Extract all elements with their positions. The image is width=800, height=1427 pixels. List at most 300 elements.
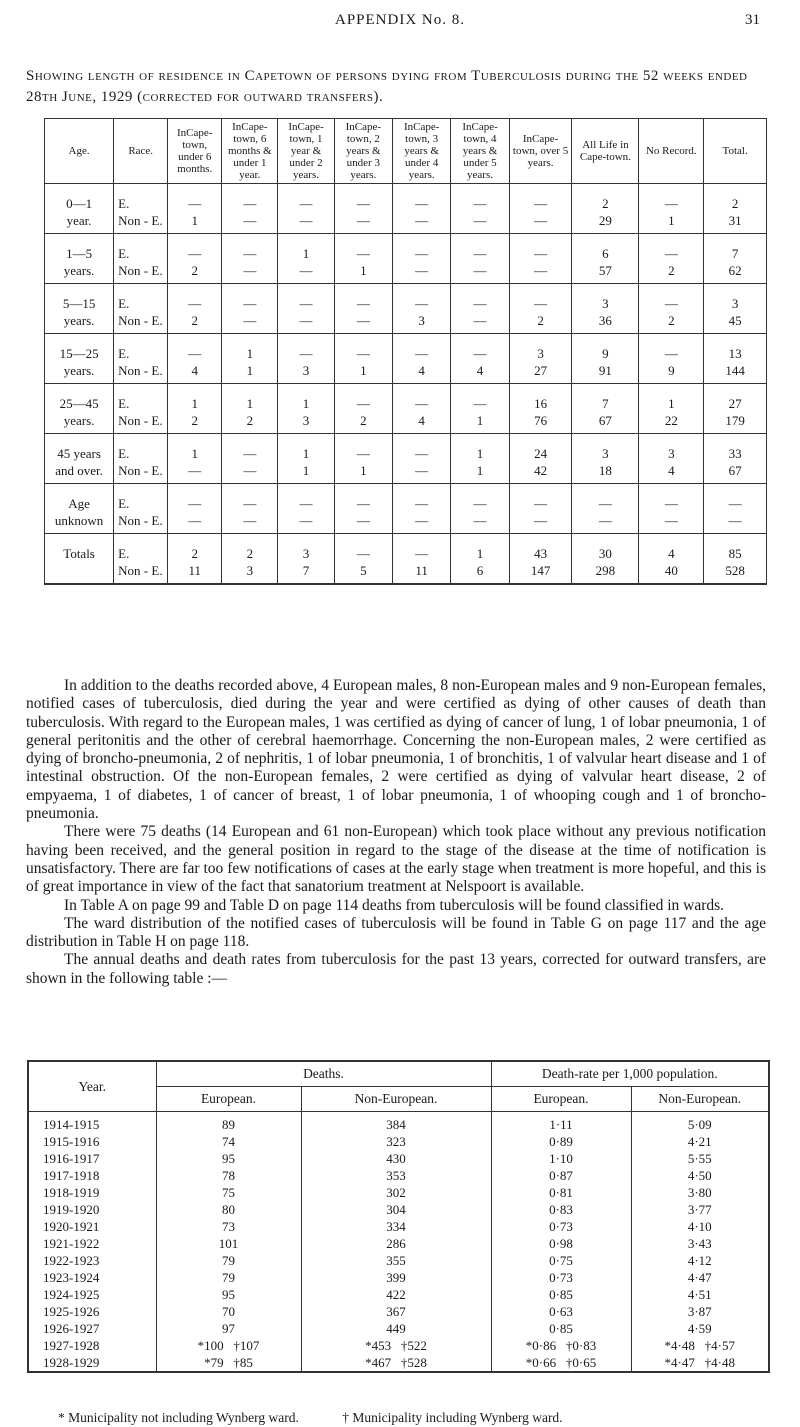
value-cell: — [509, 212, 572, 234]
value-cell: — [222, 212, 278, 234]
age-group-cell: year. [45, 212, 114, 234]
age-group-cell: 5—15 [45, 284, 114, 313]
value-cell: 27 [509, 362, 572, 384]
value-cell: 3 [393, 312, 451, 334]
table-row [45, 462, 767, 484]
column-header: InCape-town, under 6 months. [168, 119, 222, 184]
age-group-cell: Totals [45, 534, 114, 563]
value-cell: — [451, 284, 509, 313]
value-cell: 355 [301, 1252, 491, 1269]
value-cell: — [278, 312, 334, 334]
value-cell: *4·47 †4·48 [631, 1354, 769, 1372]
race-cell: E. [114, 384, 168, 413]
value-cell: — [168, 284, 222, 313]
value-cell: — [168, 462, 222, 484]
value-cell: 4 [639, 462, 704, 484]
value-cell: — [704, 512, 767, 534]
value-cell: 3·43 [631, 1235, 769, 1252]
value-cell: 7 [572, 384, 639, 413]
rate-non-european-header: Non-European. [631, 1087, 769, 1112]
value-cell: 367 [301, 1303, 491, 1320]
value-cell: 67 [572, 412, 639, 434]
value-cell: — [451, 484, 509, 513]
value-cell: 4·51 [631, 1286, 769, 1303]
value-cell: — [334, 484, 392, 513]
value-cell: 6 [451, 562, 509, 584]
value-cell: 1 [168, 212, 222, 234]
value-cell: — [222, 234, 278, 263]
value-cell: 2 [168, 412, 222, 434]
value-cell: 27 [704, 384, 767, 413]
annual-deaths-table [27, 1060, 770, 1373]
year-cell: 1914-1915 [28, 1112, 156, 1134]
rate-european-header: European. [491, 1087, 631, 1112]
value-cell: 73 [156, 1218, 301, 1235]
table-row [28, 1150, 769, 1167]
value-cell: — [168, 334, 222, 363]
table-row [45, 384, 767, 413]
value-cell: — [222, 462, 278, 484]
value-cell: — [639, 334, 704, 363]
value-cell: 95 [156, 1150, 301, 1167]
year-cell: 1919-1920 [28, 1201, 156, 1218]
column-header: InCape-town, 4 years & under 5 years. [451, 119, 509, 184]
table-row [28, 1218, 769, 1235]
value-cell: — [278, 212, 334, 234]
value-cell: 80 [156, 1201, 301, 1218]
race-cell: Non - E. [114, 562, 168, 584]
value-cell: — [451, 312, 509, 334]
value-cell: 1 [639, 384, 704, 413]
year-cell: 1916-1917 [28, 1150, 156, 1167]
value-cell: 70 [156, 1303, 301, 1320]
value-cell: — [334, 534, 392, 563]
table-row [45, 562, 767, 584]
paragraph: In Table A on page 99 and Table D on page 114 deaths from tuberculosis will be found classified in wards. [64, 896, 725, 914]
age-group-cell: Age [45, 484, 114, 513]
value-cell: 286 [301, 1235, 491, 1252]
value-cell: 24 [509, 434, 572, 463]
value-cell: — [704, 484, 767, 513]
value-cell: 29 [572, 212, 639, 234]
column-header: Total. [704, 119, 767, 184]
value-cell: 2 [334, 412, 392, 434]
value-cell: — [393, 384, 451, 413]
value-cell: — [334, 212, 392, 234]
value-cell: 22 [639, 412, 704, 434]
table-row [45, 334, 767, 363]
value-cell: 1·11 [491, 1112, 631, 1134]
age-group-cell: years. [45, 262, 114, 284]
value-cell: 13 [704, 334, 767, 363]
value-cell: 5 [334, 562, 392, 584]
race-cell: Non - E. [114, 462, 168, 484]
value-cell: 298 [572, 562, 639, 584]
year-cell: 1928-1929 [28, 1354, 156, 1372]
value-cell: — [451, 384, 509, 413]
age-group-cell: 15—25 [45, 334, 114, 363]
table-row [28, 1133, 769, 1150]
table-row [28, 1303, 769, 1320]
value-cell: 42 [509, 462, 572, 484]
value-cell: 4 [168, 362, 222, 384]
value-cell: — [222, 512, 278, 534]
age-group-cell: and over. [45, 462, 114, 484]
table-row [28, 1235, 769, 1252]
value-cell: — [451, 234, 509, 263]
value-cell: — [393, 234, 451, 263]
value-cell: 0·98 [491, 1235, 631, 1252]
table-row [28, 1286, 769, 1303]
value-cell: 1 [334, 462, 392, 484]
page-number: 31 [745, 12, 760, 28]
value-cell: 2 [509, 312, 572, 334]
age-group-cell: years. [45, 362, 114, 384]
value-cell: 179 [704, 412, 767, 434]
value-cell: — [572, 512, 639, 534]
table-row [28, 1337, 769, 1354]
value-cell: 4·21 [631, 1133, 769, 1150]
value-cell: — [278, 284, 334, 313]
value-cell: 1 [278, 434, 334, 463]
footnote-dagger: † Municipality including Wynberg ward. [342, 1410, 563, 1425]
value-cell: — [451, 212, 509, 234]
value-cell: — [334, 434, 392, 463]
value-cell: — [334, 312, 392, 334]
value-cell: — [334, 284, 392, 313]
value-cell: 323 [301, 1133, 491, 1150]
death-rate-header: Death-rate per 1,000 population. [491, 1061, 769, 1087]
year-cell: 1915-1916 [28, 1133, 156, 1150]
value-cell: — [393, 184, 451, 213]
paragraph: In addition to the deaths recorded above, 4 European males, 8 non-European males and 9 non-European females, notified cases of tuberculosis, died during the year and were certified as dying of other causes of death than tuberculosis. With regard to the European males, 1 was certified as dying of cancer of lung, 1 of lobar pneumonia, 1 of general peritonitis and the other of cerebral haemorrhage. Concerning the non-European males, 2 were certified as dying of broncho-pneumonia, 2 of nephritis, 1 of lobar pneumonia, 1 of bronchitis, 1 of valvular heart disease and 1 of intestinal obstruction. Of the non-European females, 2 were certified as dying of valvular heart disease, 2 of empyaema, 1 of diabetes, 1 of cancer of breast, 1 of lobar pneumonia, 1 of whooping cough and 1 of broncho-pneumonia. [26, 677, 766, 823]
value-cell: 0·85 [491, 1286, 631, 1303]
value-cell: 0·63 [491, 1303, 631, 1320]
table-row [28, 1201, 769, 1218]
age-group-cell: years. [45, 312, 114, 334]
residence-table-header [45, 119, 767, 184]
value-cell: 2 [168, 312, 222, 334]
value-cell: — [639, 184, 704, 213]
value-cell: 31 [704, 212, 767, 234]
column-header: InCape-town, 3 years & under 4 years. [393, 119, 451, 184]
table-row [45, 184, 767, 213]
value-cell: 45 [704, 312, 767, 334]
value-cell: 36 [572, 312, 639, 334]
value-cell: 3 [278, 534, 334, 563]
value-cell: 3 [572, 434, 639, 463]
table-row [45, 512, 767, 534]
value-cell: 0·87 [491, 1167, 631, 1184]
race-cell: E. [114, 334, 168, 363]
value-cell: 78 [156, 1167, 301, 1184]
value-cell: — [222, 434, 278, 463]
value-cell: — [451, 512, 509, 534]
year-cell: 1922-1923 [28, 1252, 156, 1269]
table-row [28, 1167, 769, 1184]
value-cell: 0·75 [491, 1252, 631, 1269]
value-cell: 2 [639, 262, 704, 284]
race-cell: Non - E. [114, 212, 168, 234]
value-cell: — [222, 284, 278, 313]
column-header: No Record. [639, 119, 704, 184]
value-cell: *4·48 †4·57 [631, 1337, 769, 1354]
value-cell: 3 [509, 334, 572, 363]
table-row [45, 312, 767, 334]
value-cell: 2 [168, 534, 222, 563]
value-cell: — [393, 434, 451, 463]
value-cell: 4 [639, 534, 704, 563]
year-cell: 1927-1928 [28, 1337, 156, 1354]
race-cell: E. [114, 184, 168, 213]
body-text [26, 677, 766, 988]
value-cell: 6 [572, 234, 639, 263]
value-cell: 43 [509, 534, 572, 563]
value-cell: 1·10 [491, 1150, 631, 1167]
value-cell: 1 [278, 462, 334, 484]
value-cell: 97 [156, 1320, 301, 1337]
value-cell: — [393, 512, 451, 534]
year-cell: 1926-1927 [28, 1320, 156, 1337]
race-cell: E. [114, 534, 168, 563]
value-cell: 528 [704, 562, 767, 584]
value-cell: — [334, 512, 392, 534]
value-cell: 144 [704, 362, 767, 384]
value-cell: — [278, 184, 334, 213]
value-cell: — [222, 184, 278, 213]
value-cell: — [639, 284, 704, 313]
table-row [28, 1112, 769, 1134]
value-cell: *453 †522 [301, 1337, 491, 1354]
value-cell: 9 [572, 334, 639, 363]
value-cell: 3 [222, 562, 278, 584]
value-cell: — [278, 262, 334, 284]
value-cell: 0·89 [491, 1133, 631, 1150]
value-cell: 304 [301, 1201, 491, 1218]
value-cell: 399 [301, 1269, 491, 1286]
value-cell: — [334, 384, 392, 413]
value-cell: 0·85 [491, 1320, 631, 1337]
table-row [28, 1320, 769, 1337]
value-cell: 67 [704, 462, 767, 484]
value-cell: 0·83 [491, 1201, 631, 1218]
value-cell: 430 [301, 1150, 491, 1167]
value-cell: 0·73 [491, 1218, 631, 1235]
value-cell: 2 [572, 184, 639, 213]
year-cell: 1921-1922 [28, 1235, 156, 1252]
value-cell: 2 [222, 412, 278, 434]
value-cell: 1 [334, 262, 392, 284]
table-row [45, 234, 767, 263]
value-cell: 3 [278, 412, 334, 434]
value-cell: — [168, 484, 222, 513]
value-cell: 2 [222, 534, 278, 563]
column-header: InCape-town, 1 year & under 2 years. [278, 119, 334, 184]
age-group-cell: 45 years [45, 434, 114, 463]
table-row [45, 484, 767, 513]
year-header: Year. [28, 1061, 156, 1112]
table-row [45, 362, 767, 384]
value-cell: 85 [704, 534, 767, 563]
value-cell: 1 [451, 534, 509, 563]
year-cell: 1917-1918 [28, 1167, 156, 1184]
column-header: Race. [114, 119, 168, 184]
value-cell: — [393, 534, 451, 563]
race-cell: E. [114, 434, 168, 463]
value-cell: — [639, 234, 704, 263]
value-cell: — [278, 512, 334, 534]
deaths-european-header: European. [156, 1087, 301, 1112]
value-cell: 7 [704, 234, 767, 263]
value-cell: — [222, 312, 278, 334]
value-cell: — [393, 212, 451, 234]
paragraph: The annual deaths and death rates from tuberculosis for the past 13 years, corrected for outward transfers, are shown in the following table :— [26, 951, 766, 987]
race-cell: Non - E. [114, 362, 168, 384]
race-cell: Non - E. [114, 512, 168, 534]
value-cell: — [639, 484, 704, 513]
table-row [28, 1354, 769, 1372]
value-cell: 4 [393, 362, 451, 384]
value-cell: — [572, 484, 639, 513]
value-cell: — [393, 334, 451, 363]
value-cell: 1 [278, 384, 334, 413]
value-cell: 89 [156, 1112, 301, 1134]
race-cell: Non - E. [114, 262, 168, 284]
value-cell: — [334, 184, 392, 213]
deaths-header: Deaths. [156, 1061, 491, 1087]
value-cell: 1 [278, 234, 334, 263]
value-cell: 2 [168, 262, 222, 284]
value-cell: 1 [222, 334, 278, 363]
value-cell: — [222, 484, 278, 513]
value-cell: 0·81 [491, 1184, 631, 1201]
value-cell: *467 †528 [301, 1354, 491, 1372]
year-cell: 1923-1924 [28, 1269, 156, 1286]
value-cell: 1 [334, 362, 392, 384]
value-cell: 30 [572, 534, 639, 563]
value-cell: 4·47 [631, 1269, 769, 1286]
age-group-cell: years. [45, 412, 114, 434]
value-cell: — [451, 262, 509, 284]
value-cell: — [509, 262, 572, 284]
value-cell: 4 [393, 412, 451, 434]
value-cell: — [278, 484, 334, 513]
race-cell: E. [114, 284, 168, 313]
value-cell: 0·73 [491, 1269, 631, 1286]
value-cell: 422 [301, 1286, 491, 1303]
table-caption: Showing length of residence in Capetown of persons dying from Tuberculosis during the 52 weeks ended 28th June, 1929 (corrected for outward transfers). [26, 68, 748, 105]
value-cell: — [393, 462, 451, 484]
race-cell: Non - E. [114, 412, 168, 434]
age-group-cell: 0—1 [45, 184, 114, 213]
value-cell: 1 [451, 462, 509, 484]
year-cell: 1925-1926 [28, 1303, 156, 1320]
value-cell: 4·10 [631, 1218, 769, 1235]
value-cell: — [509, 234, 572, 263]
value-cell: 1 [222, 362, 278, 384]
value-cell: 3 [572, 284, 639, 313]
paragraph: There were 75 deaths (14 European and 61 non-European) which took place without any previous notification having been received, and the general position in regard to the stage of the disease at the time of notification is unsatisfactory. There are far too few notifications of cases at the early stage when treatment is more hopeful, and this is of great importance in view of the fact that sanatorium treatment at Nelspoort is available. [26, 823, 766, 896]
race-cell: Non - E. [114, 312, 168, 334]
value-cell: 79 [156, 1252, 301, 1269]
value-cell: — [168, 512, 222, 534]
value-cell: — [509, 184, 572, 213]
value-cell: — [639, 512, 704, 534]
value-cell: — [509, 284, 572, 313]
value-cell: 449 [301, 1320, 491, 1337]
race-cell: E. [114, 234, 168, 263]
value-cell: — [334, 234, 392, 263]
footnotes [58, 1410, 778, 1426]
paragraph: The ward distribution of the notified cases of tuberculosis will be found in Table G on page 117 and the age distribution in Table H on page 118. [26, 914, 766, 951]
column-header: InCape-town, 2 years & under 3 years. [334, 119, 392, 184]
value-cell: 75 [156, 1184, 301, 1201]
table-row [45, 212, 767, 234]
value-cell: 1 [222, 384, 278, 413]
value-cell: 3 [639, 434, 704, 463]
value-cell: 147 [509, 562, 572, 584]
value-cell: *100 †107 [156, 1337, 301, 1354]
value-cell: — [393, 262, 451, 284]
age-group-cell: 1—5 [45, 234, 114, 263]
column-header: Age. [45, 119, 114, 184]
value-cell: — [509, 512, 572, 534]
value-cell: 3 [704, 284, 767, 313]
value-cell: — [393, 484, 451, 513]
value-cell: 334 [301, 1218, 491, 1235]
year-cell: 1924-1925 [28, 1286, 156, 1303]
value-cell: 4·59 [631, 1320, 769, 1337]
column-header: InCape-town, over 5 years. [509, 119, 572, 184]
value-cell: *79 †85 [156, 1354, 301, 1372]
value-cell: 11 [168, 562, 222, 584]
value-cell: 1 [168, 434, 222, 463]
page-header [0, 12, 800, 38]
race-cell: E. [114, 484, 168, 513]
value-cell: 3·87 [631, 1303, 769, 1320]
value-cell: — [451, 334, 509, 363]
value-cell: 4 [451, 362, 509, 384]
value-cell: — [168, 184, 222, 213]
deaths-non-european-header: Non-European. [301, 1087, 491, 1112]
value-cell: 4·50 [631, 1167, 769, 1184]
age-group-cell [45, 562, 114, 584]
value-cell: — [278, 334, 334, 363]
value-cell: 2 [704, 184, 767, 213]
value-cell: 1 [451, 412, 509, 434]
value-cell: 3 [278, 362, 334, 384]
value-cell: 3·80 [631, 1184, 769, 1201]
value-cell: — [509, 484, 572, 513]
value-cell: 101 [156, 1235, 301, 1252]
footnote-star: * Municipality not including Wynberg ward. [58, 1410, 299, 1425]
value-cell: — [334, 334, 392, 363]
value-cell: 40 [639, 562, 704, 584]
table-row [28, 1184, 769, 1201]
value-cell: — [222, 262, 278, 284]
table-row [28, 1269, 769, 1286]
value-cell: 2 [639, 312, 704, 334]
value-cell: *0·86 †0·83 [491, 1337, 631, 1354]
year-cell: 1920-1921 [28, 1218, 156, 1235]
table-row [45, 434, 767, 463]
value-cell: 91 [572, 362, 639, 384]
column-header: InCape-town, 6 months & under 1 year. [222, 119, 278, 184]
value-cell: 11 [393, 562, 451, 584]
table-row [45, 262, 767, 284]
value-cell: 302 [301, 1184, 491, 1201]
value-cell: 4·12 [631, 1252, 769, 1269]
